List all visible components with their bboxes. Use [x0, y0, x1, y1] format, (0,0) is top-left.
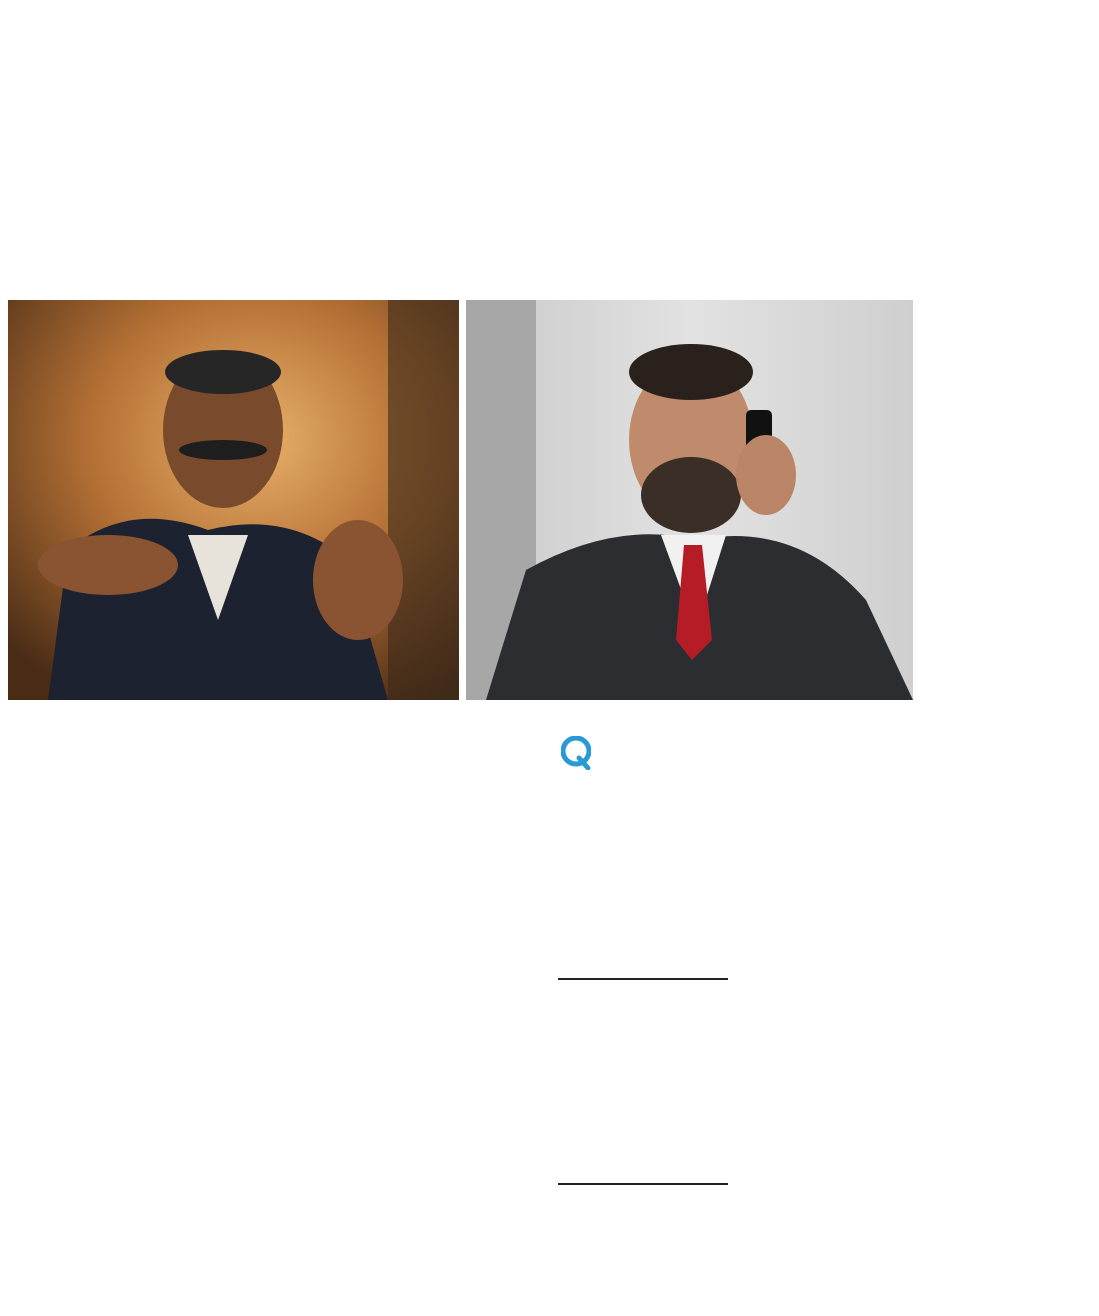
photo-caption: [8, 706, 913, 722]
photo-alexandre-silveira: [466, 300, 913, 700]
photo-rui-costa: [8, 300, 459, 700]
column-2: [191, 738, 363, 1314]
column-5: [925, 4, 1093, 1314]
column-4: [740, 738, 912, 1314]
quote-rule-1: [558, 978, 728, 980]
quote-author-2: [558, 1190, 730, 1204]
quote-icon: [561, 736, 591, 770]
column-1: [8, 818, 180, 1312]
quote-rule-2: [558, 1183, 728, 1185]
column-3: [374, 738, 546, 1314]
